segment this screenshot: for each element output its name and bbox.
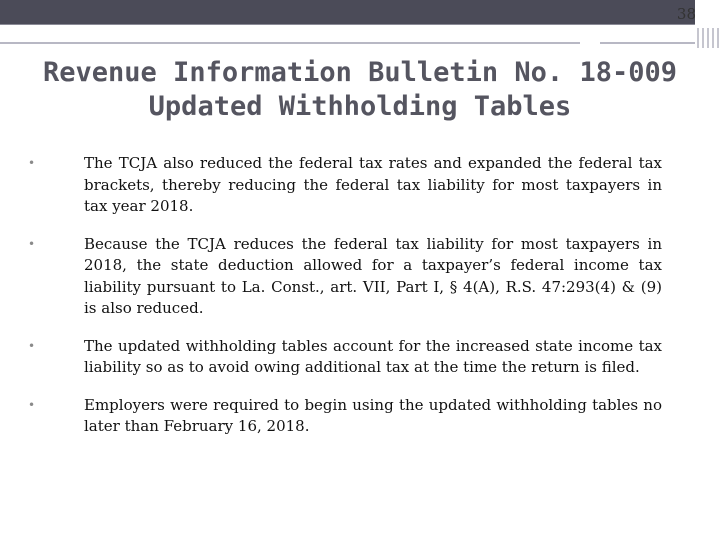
bullet-list — [28, 153, 662, 454]
bullet-item-2 — [28, 234, 662, 320]
title-line-1: Revenue Information Bulletin No. 18-009 — [43, 57, 677, 88]
stripe — [712, 28, 714, 48]
stripe — [717, 28, 719, 48]
decorative-stripes — [697, 28, 720, 48]
page-number: 38 — [676, 5, 696, 23]
accent-underline-left — [0, 42, 580, 44]
stripe — [702, 28, 704, 48]
top-accent-line — [0, 24, 695, 25]
stripe — [697, 28, 699, 48]
bullet-marker: • — [28, 156, 36, 170]
bullet-text-2: Because the TCJA reduces the federal tax liability for most taxpayers in 2018, the state deduction allowed for a taxpayer’s federal income tax liability pursuant to La. Const., art. VII, Part I, § 4(A), R.S. 47:293(4) & (9) is also reduced. — [84, 234, 662, 317]
stripe — [707, 28, 709, 48]
bullet-marker: • — [28, 397, 36, 412]
bullet-item-1 — [28, 153, 662, 218]
bullet-item-3 — [28, 336, 662, 379]
bullet-text-3: The updated withholding tables account for the increased state income tax liability so as to avoid owing additional tax at the time the return is filed. — [84, 336, 662, 376]
top-bar — [0, 0, 695, 24]
bullet-marker: • — [28, 338, 36, 353]
bullet-item-4 — [28, 395, 662, 438]
title-line-2: Updated Withholding Tables — [148, 91, 572, 122]
bullet-text-4: Employers were required to begin using the updated withholding tables no later than February 16, 2018. — [84, 395, 662, 435]
slide-title — [30, 56, 690, 124]
bullet-marker: • — [28, 236, 36, 251]
bullet-text-1: The TCJA also reduced the federal tax rates and expanded the federal tax brackets, thereby reducing the federal tax liability for most taxpayers in tax year 2018. — [84, 154, 662, 215]
accent-underline-right — [600, 42, 695, 44]
